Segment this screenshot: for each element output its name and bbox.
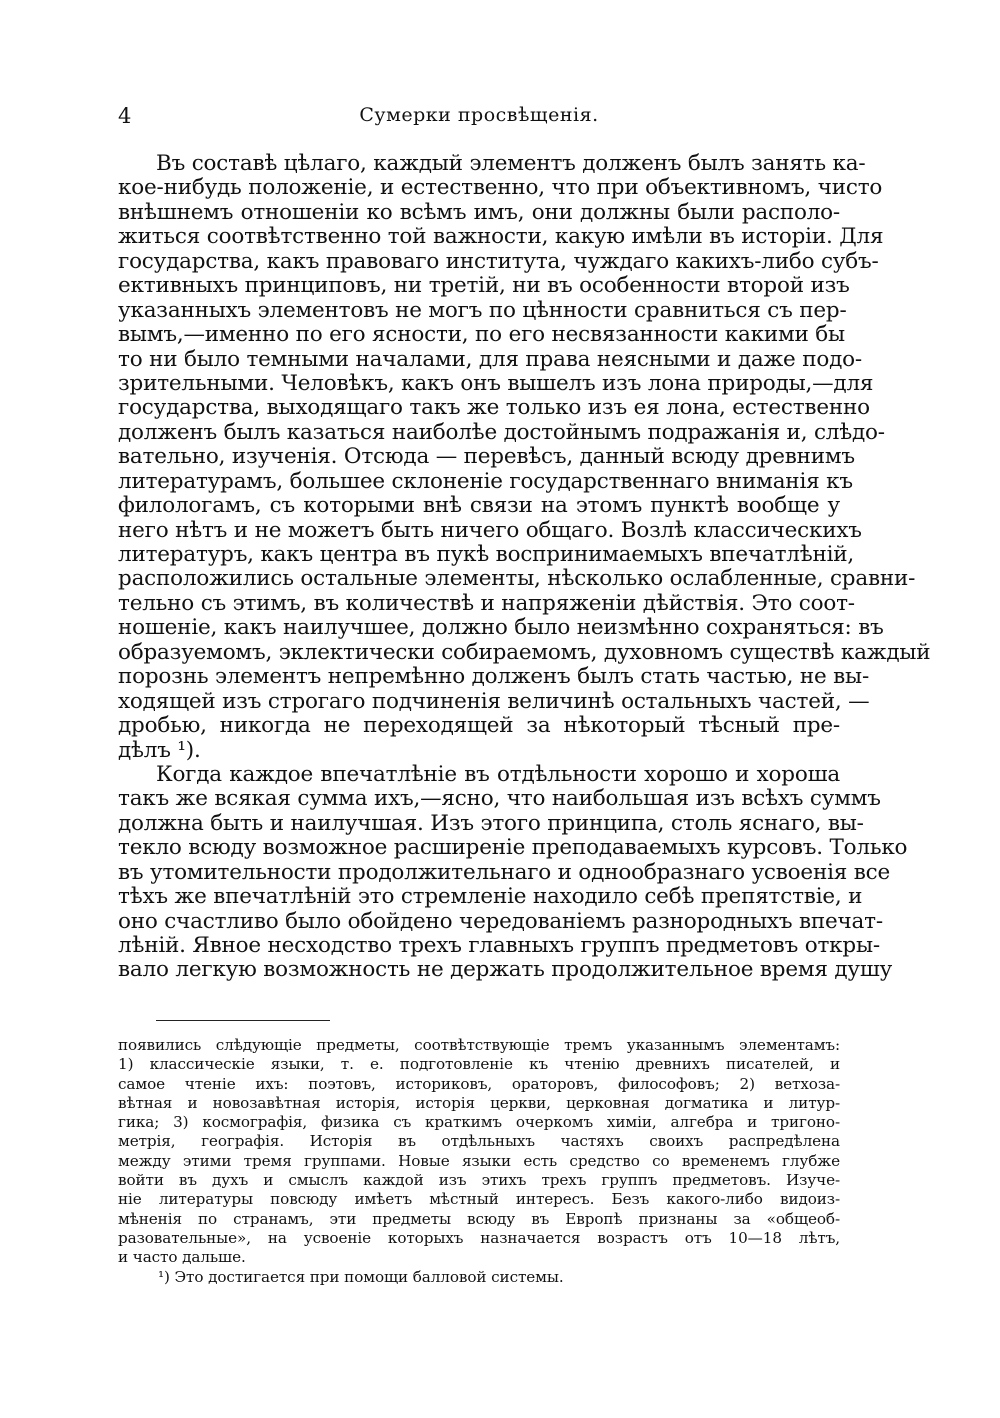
text-line: Въ составѣ цѣлаго, каждый элементъ долженъ былъ занять ка- [156,151,866,176]
text-line: то ни было темными началами, для права неясными и даже подо- [118,346,862,372]
footnote-continuation-line: появились слѣдующіе предметы, соотвѣтствующіе тремъ указаннымъ элементамъ: [118,1036,840,1054]
main-text [118,151,931,983]
footnote-continuation-line: мѣненія по странамъ, эти предметы всюду въ Европѣ признаны за «общеоб- [118,1209,840,1228]
text-line: расположились остальные элементы, нѣсколько ослабленные, сравни- [118,566,916,592]
page-header [118,104,840,132]
text-line: вало легкую возможность не держать продолжительное время душу [118,957,893,983]
text-line: вательно, изученія. Отсюда — перевѣсъ, данный всюду древнимъ [118,444,855,470]
footnote-continuation-line: самое чтеніе ихъ: поэтовъ, историковъ, ораторовъ, философовъ; 2) ветхоза- [118,1074,840,1093]
text-line: долженъ былъ казаться наиболѣе достойнымъ подражанія и, слѣдо- [118,419,885,445]
running-title: Сумерки просвѣщенія. [359,104,599,126]
footnote-1: ¹) Это достигается при помощи балловой системы. [158,1267,564,1286]
footnote-continuation-line: и часто дальше. [118,1248,246,1267]
text-line: государства, какъ правоваго института, чуждаго какихъ-либо субъ- [118,248,879,274]
text-line: дѣлъ ¹). [118,737,201,763]
text-line: внѣшнемъ отношеніи ко всѣмъ имъ, они должны были располо- [118,199,840,225]
text-line: должна быть и наилучшая. Изъ этого принципа, столь яснаго, вы- [118,810,864,836]
text-line: въ утомительности продолжительнаго и однообразнаго усвоенія все [118,859,891,885]
footnote-continuation-line: разовательные», на усвоеніе которыхъ назначается возрастъ отъ 10—18 лѣтъ, [118,1228,840,1247]
footnote-separator [156,1020,330,1021]
footnotes [118,1036,840,1287]
footnote-continuation-line: 1) классическіе языки, т. е. подготовленіе къ чтенію древнихъ писателей, и [118,1055,840,1074]
footnote-continuation-line: между этими тремя группами. Новые языки есть средство со временемъ глубже [118,1151,840,1170]
footnote-continuation-line: вѣтная и новозавѣтная исторія, исторія церкви, церковная догматика и литур- [118,1093,840,1112]
text-line: филологамъ, съ которыми внѣ связи на этомъ пунктѣ вообще у [118,493,840,519]
text-line: тельно съ этимъ, въ количествѣ и напряженіи дѣйствія. Это соот- [118,590,855,616]
text-line: зрительными. Человѣкъ, какъ онъ вышелъ изъ лона природы,—для [118,370,874,396]
text-line: вымъ,—именно по его ясности, по его несвязанности какими бы [118,322,845,348]
footnote-continuation-line: войти въ духъ и смыслъ каждой изъ этихъ трехъ группъ предметовъ. Изуче- [118,1171,840,1190]
text-line: ношеніе, какъ наилучшее, должно было неизмѣнно сохраняться: въ [118,615,884,641]
text-line: оно счастливо было обойдено чередованіемъ разнородныхъ впечат- [118,908,883,934]
text-line: тѣхъ же впечатлѣній это стремленіе находило себѣ препятствіе, и [118,884,863,910]
text-line: дробью, никогда не переходящей за нѣкоторый тѣсный пре- [118,713,840,739]
text-line: кое-нибудь положеніе, и естественно, что при объективномъ, чисто [118,175,883,201]
text-line: ходящей изъ строгаго подчиненія величинѣ остальныхъ частей, — [118,688,870,714]
text-line: лѣній. Явное несходство трехъ главныхъ группъ предметовъ откры- [118,933,880,958]
text-line: порознь элементъ непремѣнно долженъ былъ стать частью, не вы- [118,664,870,690]
text-line: текло всюду возможное расширеніе преподаваемыхъ курсовъ. Только [118,835,908,861]
text-line: Когда каждое впечатлѣніе въ отдѣльности хорошо и хороша [156,761,840,787]
text-line: ективныхъ принциповъ, ни третій, ни въ особенности второй изъ [118,273,850,299]
text-line: такъ же всякая сумма ихъ,—ясно, что наибольшая изъ всѣхъ суммъ [118,786,881,812]
footnote-continuation-line: гика; 3) космографія, физика съ краткимъ очеркомъ химіи, алгебра и тригоно- [118,1113,840,1132]
text-line: литературъ, какъ центра въ пукѣ воспринимаемыхъ впечатлѣній, [118,542,855,567]
footnote-continuation-line: ніе литературы повсюду имѣетъ мѣстный интересъ. Безъ какого-либо видоиз- [118,1190,840,1209]
text-line: литературамъ, большее склоненіе государственнаго вниманія къ [118,468,853,494]
footnote-continuation-line: метрія, географія. Исторія въ отдѣльныхъ частяхъ своихъ распредѣлена [118,1132,840,1151]
text-line: государства, выходящаго такъ же только изъ ея лона, естественно [118,395,870,421]
text-line: указанныхъ элементовъ не могъ по цѣнности сравниться съ пер- [118,297,847,323]
text-line: образуемомъ, эклектически собираемомъ, духовномъ существѣ каждый [118,639,931,665]
page-number: 4 [118,104,132,128]
text-line: житься соотвѣтственно той важности, какую имѣли въ исторіи. Для [118,224,884,250]
text-line: него нѣтъ и не можетъ быть ничего общаго. Возлѣ классическихъ [118,517,862,543]
